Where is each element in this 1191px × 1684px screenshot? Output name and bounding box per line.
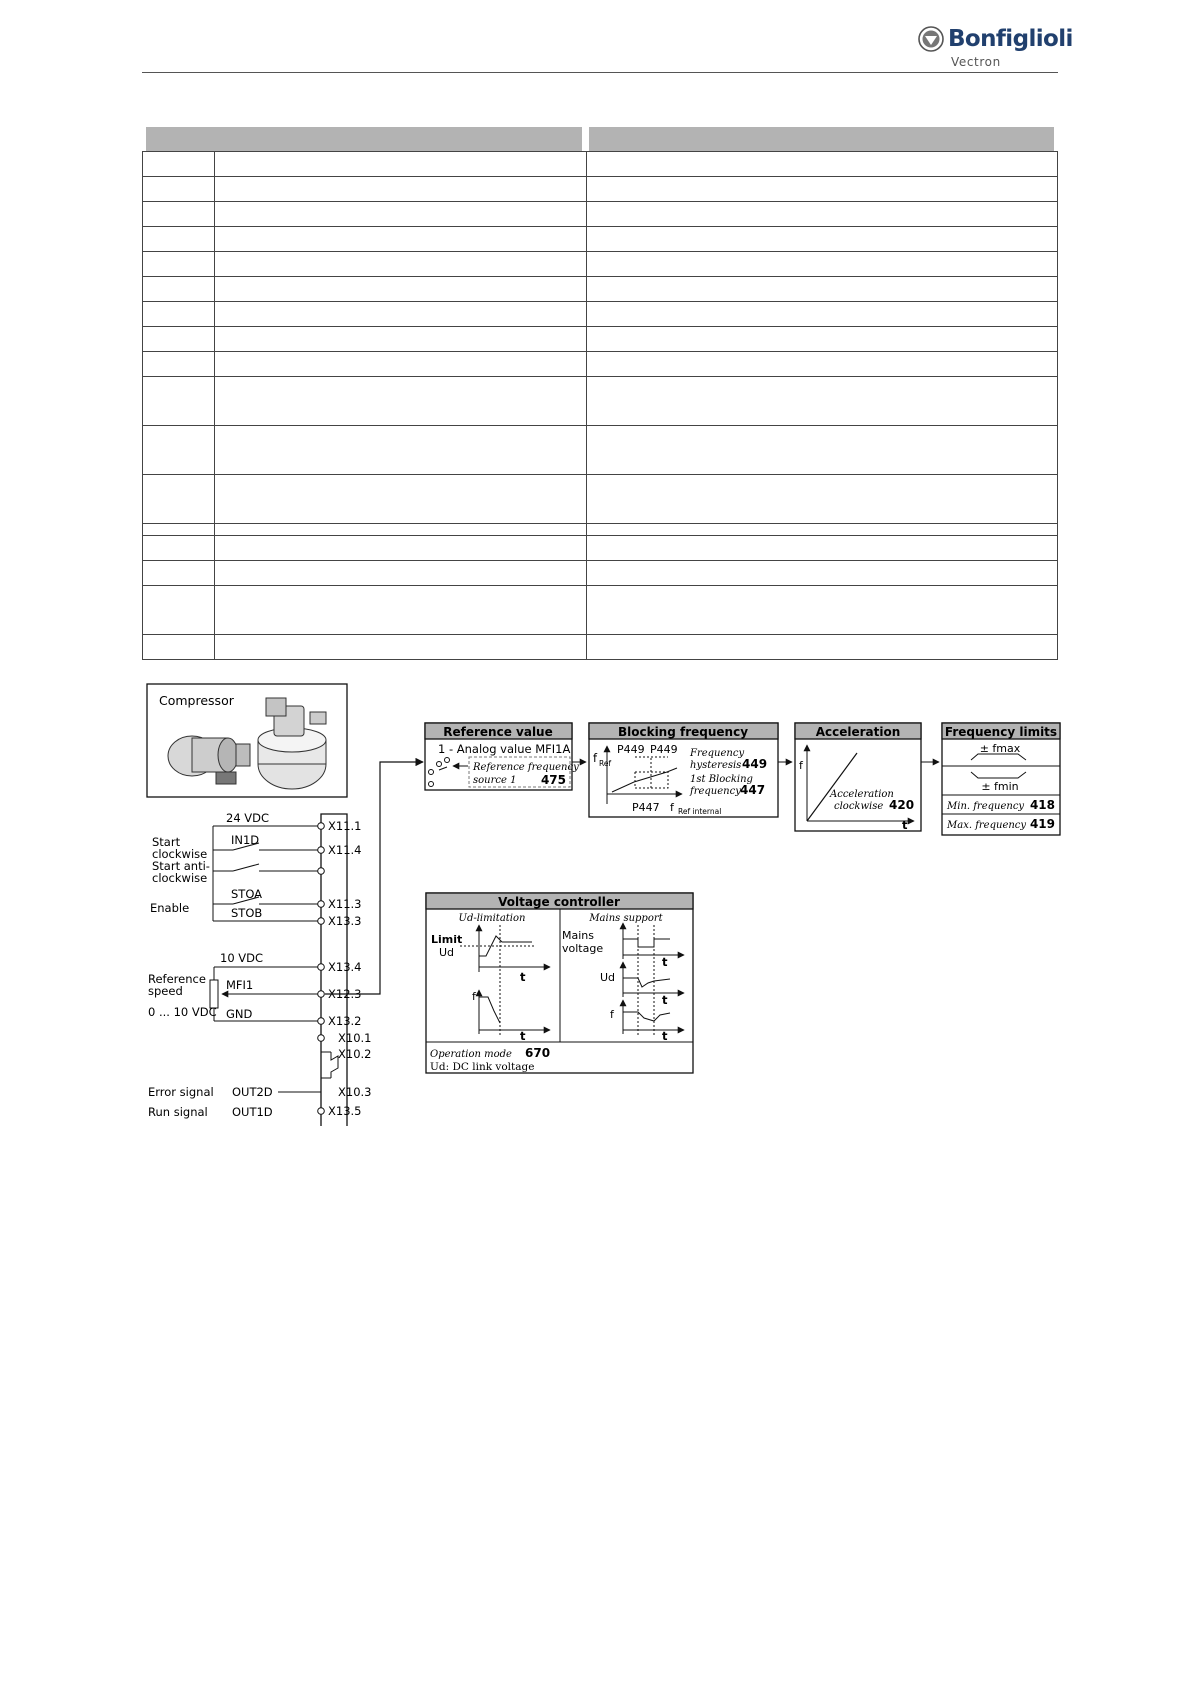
terminal-x13-2 (318, 1018, 325, 1025)
blocking-hyst-1: Frequency (690, 748, 745, 759)
label-enable: Enable (150, 901, 190, 915)
t-label-right-1: t (662, 955, 668, 969)
ud-dc-link-note: Ud: DC link voltage (430, 1061, 535, 1073)
table-cell-number (143, 536, 215, 560)
table-header (142, 127, 1058, 151)
label-ref-range: 0 ... 10 VDC (148, 1005, 217, 1019)
blocking-block-2: frequency (690, 786, 741, 797)
label-ref-speed-1: Reference (148, 972, 206, 986)
t-label-right-3: t (662, 1029, 668, 1043)
table-row (143, 252, 1057, 277)
table-row (143, 536, 1057, 561)
mains-support-label: Mains support (589, 913, 663, 924)
table-cell-number (143, 227, 215, 251)
table-cell-number (143, 635, 215, 659)
f-label-right: f (610, 1008, 614, 1021)
label-10vdc: 10 VDC (220, 951, 264, 965)
ref-freq-source-number: 475 (540, 773, 566, 787)
blocking-p449-a: P449 (617, 743, 645, 756)
table-body (142, 151, 1058, 660)
terminals (318, 819, 372, 1118)
terminal-label-x13-5: X13.5 (328, 1104, 362, 1118)
blocking-faxis-sub: Ref internal (678, 807, 722, 816)
f-label-left: f (472, 990, 476, 1003)
table-cell-function (215, 475, 587, 523)
reference-value-block (425, 723, 579, 790)
min-frequency-label: Min. frequency (947, 801, 1025, 812)
t-label-right-2: t (662, 993, 668, 1007)
blocking-faxis: f (670, 801, 674, 814)
blocking-frequency-block (589, 723, 778, 817)
ud-label-right: Ud (600, 971, 616, 984)
blocking-p447: P447 (632, 801, 660, 814)
label-in1d: IN1D (231, 833, 260, 847)
reference-value-title: Reference value (443, 725, 553, 739)
t-label-left-bottom: t (520, 1029, 526, 1043)
terminal-label-x12-3: X12.3 (328, 987, 362, 1001)
parameter-table (142, 127, 1058, 660)
table-row (143, 227, 1057, 252)
table-row (143, 426, 1057, 475)
ud-label-left: Ud (439, 946, 455, 959)
acceleration-f-label: f (799, 759, 803, 772)
terminal-label-x13-4: X13.4 (328, 960, 362, 974)
acceleration-block (795, 723, 921, 832)
table-cell-number (143, 277, 215, 301)
header-rule (142, 72, 1058, 73)
terminal-x11-3 (318, 901, 325, 908)
table-cell-number (143, 302, 215, 326)
ud-limitation-label: Ud-limitation (458, 913, 526, 924)
table-row (143, 352, 1057, 377)
terminal-x11-1 (318, 823, 325, 830)
terminal-x10-1 (318, 1035, 325, 1042)
blocking-block-1: 1st Blocking (690, 774, 753, 785)
table-cell-function (215, 227, 587, 251)
bonfiglioli-logo-icon (918, 26, 944, 52)
table-cell-number (143, 426, 215, 474)
voltage-controller-block (426, 893, 693, 1073)
table-row (143, 277, 1057, 302)
table-cell-function (215, 202, 587, 226)
table-cell-function (215, 536, 587, 560)
fmin-label: ± fmin (981, 780, 1019, 793)
table-cell-number (143, 152, 215, 176)
label-ref-speed-2: speed (148, 984, 183, 998)
table-cell-function (215, 302, 587, 326)
table-cell-number (143, 475, 215, 523)
table-cell-number (143, 202, 215, 226)
table-row (143, 327, 1057, 352)
table-cell-number (143, 252, 215, 276)
label-out2d: OUT2D (232, 1085, 273, 1099)
terminal-label-x11-4: X11.4 (328, 843, 362, 857)
acceleration-number: 420 (889, 798, 915, 812)
terminal-label-x10-3: X10.3 (338, 1085, 372, 1099)
label-mfi1: MFI1 (226, 978, 254, 992)
mains-label-2: voltage (562, 942, 604, 955)
table-cell-function (215, 277, 587, 301)
table-header-right (589, 127, 1054, 151)
table-row (143, 524, 1057, 536)
table-cell-number (143, 327, 215, 351)
table-cell-function (215, 524, 587, 535)
terminal-x12-3 (318, 991, 325, 998)
table-cell-function (215, 327, 587, 351)
acceleration-label-2: clockwise (834, 801, 884, 812)
label-start-acw-2: clockwise (152, 871, 208, 885)
table-cell-number (143, 352, 215, 376)
table-cell-number (143, 177, 215, 201)
terminal-x13-5 (318, 1108, 325, 1115)
digital-inputs (150, 811, 321, 921)
table-cell-function (215, 352, 587, 376)
terminal-label-x13-3: X13.3 (328, 914, 362, 928)
terminal-unlabeled (318, 868, 325, 875)
max-frequency-label: Max. frequency (947, 820, 1027, 831)
blocking-f-label: f (593, 751, 598, 765)
ref-freq-source-label-2: source 1 (473, 775, 517, 786)
table-cell-function (215, 635, 587, 659)
fmax-label: ± fmax (979, 742, 1021, 755)
operation-mode-label: Operation mode (430, 1049, 512, 1060)
blocking-p449-b: P449 (650, 743, 678, 756)
blocking-hyst-number: 449 (742, 757, 768, 771)
blocking-f-ref-sub: Ref (599, 759, 612, 768)
brand-name: Bonfiglioli (948, 26, 1073, 52)
table-row (143, 475, 1057, 524)
table-cell-function (215, 426, 587, 474)
table-header-left (146, 127, 582, 151)
min-frequency-number: 418 (1029, 798, 1055, 812)
terminal-label-x10-1: X10.1 (338, 1031, 372, 1045)
table-row (143, 635, 1057, 660)
compressor-box (147, 684, 347, 797)
application-diagram (142, 676, 1062, 1136)
t-label-left-top: t (520, 970, 526, 984)
table-row (143, 302, 1057, 327)
voltage-controller-title: Voltage controller (498, 895, 620, 909)
ref-freq-source-label-1: Reference frequency (473, 762, 579, 773)
acceleration-label-1: Acceleration (830, 789, 894, 800)
label-start-acw-1: Start anti- (152, 859, 210, 873)
analog-input (148, 951, 321, 1021)
compressor-label: Compressor (159, 693, 234, 708)
terminal-x13-3 (318, 918, 325, 925)
blocking-hyst-2: hysteresis (690, 760, 742, 771)
label-error-signal: Error signal (148, 1085, 214, 1099)
reference-source-label: 1 - Analog value MFI1A (438, 742, 571, 756)
label-gnd: GND (226, 1007, 253, 1021)
table-row (143, 177, 1057, 202)
table-cell-function (215, 561, 587, 585)
acceleration-t-label: t (902, 818, 908, 832)
table-cell-number (143, 561, 215, 585)
label-out1d: OUT1D (232, 1105, 273, 1119)
terminal-label-x10-2: X10.2 (338, 1047, 372, 1061)
table-cell-function (215, 152, 587, 176)
output-wiring (148, 1052, 338, 1119)
mains-label-1: Mains (562, 929, 594, 942)
terminal-label-x13-2: X13.2 (328, 1014, 362, 1028)
table-cell-function (215, 252, 587, 276)
table-cell-function (215, 586, 587, 634)
table-cell-function (215, 177, 587, 201)
label-stob: STOB (231, 906, 263, 920)
label-start-cw-2: clockwise (152, 847, 208, 861)
operation-mode-number: 670 (525, 1046, 551, 1060)
label-run-signal: Run signal (148, 1105, 208, 1119)
table-row (143, 586, 1057, 635)
label-24vdc: 24 VDC (226, 811, 270, 825)
acceleration-title: Acceleration (815, 725, 901, 739)
table-cell-number (143, 586, 215, 634)
frequency-limits-block (942, 723, 1060, 835)
table-cell-number (143, 377, 215, 425)
table-row (143, 152, 1057, 177)
table-row (143, 202, 1057, 227)
terminal-x13-4 (318, 964, 325, 971)
limit-label: Limit (431, 933, 463, 946)
table-cell-number (143, 524, 215, 535)
terminal-x11-4 (318, 847, 325, 854)
max-frequency-number: 419 (1029, 817, 1055, 831)
label-start-cw-1: Start (152, 835, 181, 849)
blocking-frequency-title: Blocking frequency (617, 725, 749, 739)
brand-subtitle: Vectron (951, 55, 1001, 69)
brand-logo (918, 26, 1073, 72)
label-stoa: STOA (231, 887, 263, 901)
blocking-block-number: 447 (740, 783, 766, 797)
terminal-label-x11-3: X11.3 (328, 897, 362, 911)
table-row (143, 377, 1057, 426)
table-cell-function (215, 377, 587, 425)
frequency-limits-title: Frequency limits (944, 725, 1058, 739)
table-row (143, 561, 1057, 586)
terminal-label-x11-1: X11.1 (328, 819, 362, 833)
